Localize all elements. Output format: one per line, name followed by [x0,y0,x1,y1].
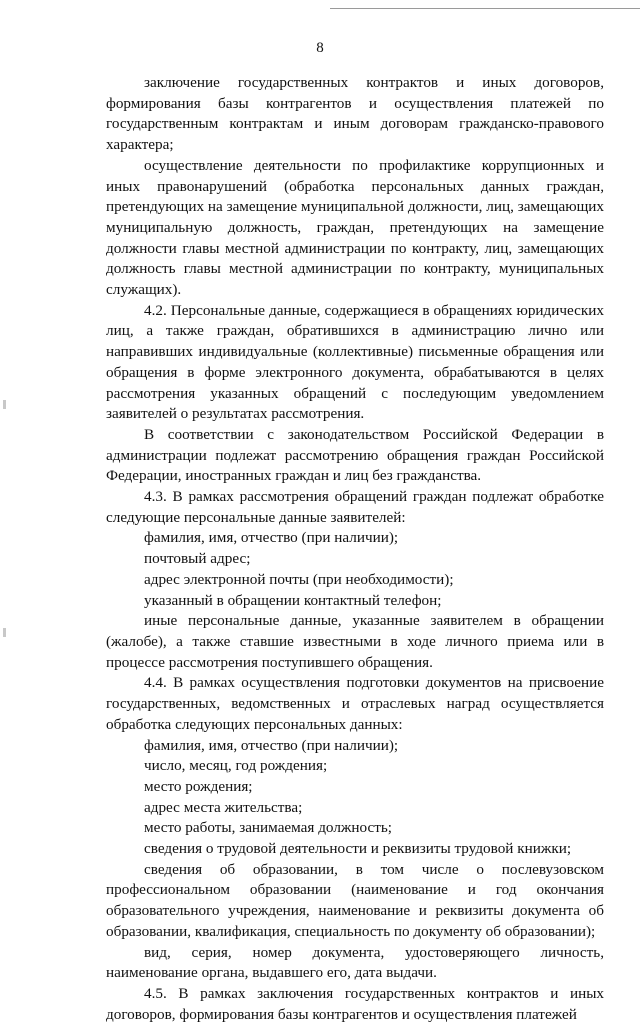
paragraph: 4.3. В рамках рассмотрения обращений граждан подлежат обработке следующие персональные данные заявителей: [106,488,604,526]
scan-margin-mark [3,628,6,637]
list-item: место работы, занимаемая должность; [144,819,393,837]
list-item: место рождения; [144,777,253,795]
paragraph: сведения об образовании, в том числе о послевузовском профессиональном образовании (наименование и год окончания образовательного учреждения, наименование и реквизиты документа об образовании, квалификация, специальность по документу об образовании); [106,860,604,940]
paragraph: осуществление деятельности по профилактике коррупционных и иных правонарушений (обработка персональных данных граждан, претендующих на замещение муниципальной должности, лиц, замещающих муниципальную должность, граждан, претендующих на замещение должности главы местной администрации по контракту, лиц, замещающих должность главы местной администрации по контракту, муниципальных служащих). [106,156,604,299]
list-item: сведения о трудовой деятельности и реквизиты трудовой книжки; [144,840,572,858]
document-body [106,73,604,1025]
list-item: число, месяц, год рождения; [144,757,328,775]
list-item: адрес электронной почты (при необходимости); [144,570,454,588]
paragraph: иные персональные данные, указанные заявителем в обращении (жалобе), а также ставшие известными в ходе личного приема или в процессе рассмотрения поступившего обращения. [106,612,604,671]
paragraph: вид, серия, номер документа, удостоверяющего личность, наименование органа, выдавшего его, дата выдачи. [106,943,604,982]
paragraph: 4.5. В рамках заключения государственных контрактов и иных договоров, формирования базы контрагентов и осуществления платежей [106,984,604,1023]
top-divider-line [330,8,640,9]
paragraph: 4.2. Персональные данные, содержащиеся в обращениях юридических лиц, а также граждан, обратившихся в администрацию лично или направивших индивидуальные (коллективные) письменные обращения или обращения в форме электронного документа, обрабатываются в целях рассмотрения указанных обращений с последующим уведомлением заявителей о результатах рассмотрения. [106,301,604,423]
list-item: фамилия, имя, отчество (при наличии); [144,529,399,547]
list-item: указанный в обращении контактный телефон; [144,591,442,609]
list-item: фамилия, имя, отчество (при наличии); [144,736,399,754]
list-item: почтовый адрес; [144,550,251,568]
paragraph: 4.4. В рамках осуществления подготовки документов на присвоение государственных, ведомственных и отраслевых наград осуществляется обработка следующих персональных данных: [106,674,604,733]
page-number: 8 [316,40,324,56]
paragraph: заключение государственных контрактов и иных договоров, формирования базы контрагентов и осуществления платежей по государственным контрактам и иным договорам гражданско-правового характера; [106,74,604,154]
scan-margin-mark [3,400,6,409]
list-item: адрес места жительства; [144,798,303,816]
paragraph: В соответствии с законодательством Российской Федерации в администрации подлежат рассмотрению обращения граждан Российской Федерации, иностранных граждан и лиц без гражданства. [106,425,604,485]
